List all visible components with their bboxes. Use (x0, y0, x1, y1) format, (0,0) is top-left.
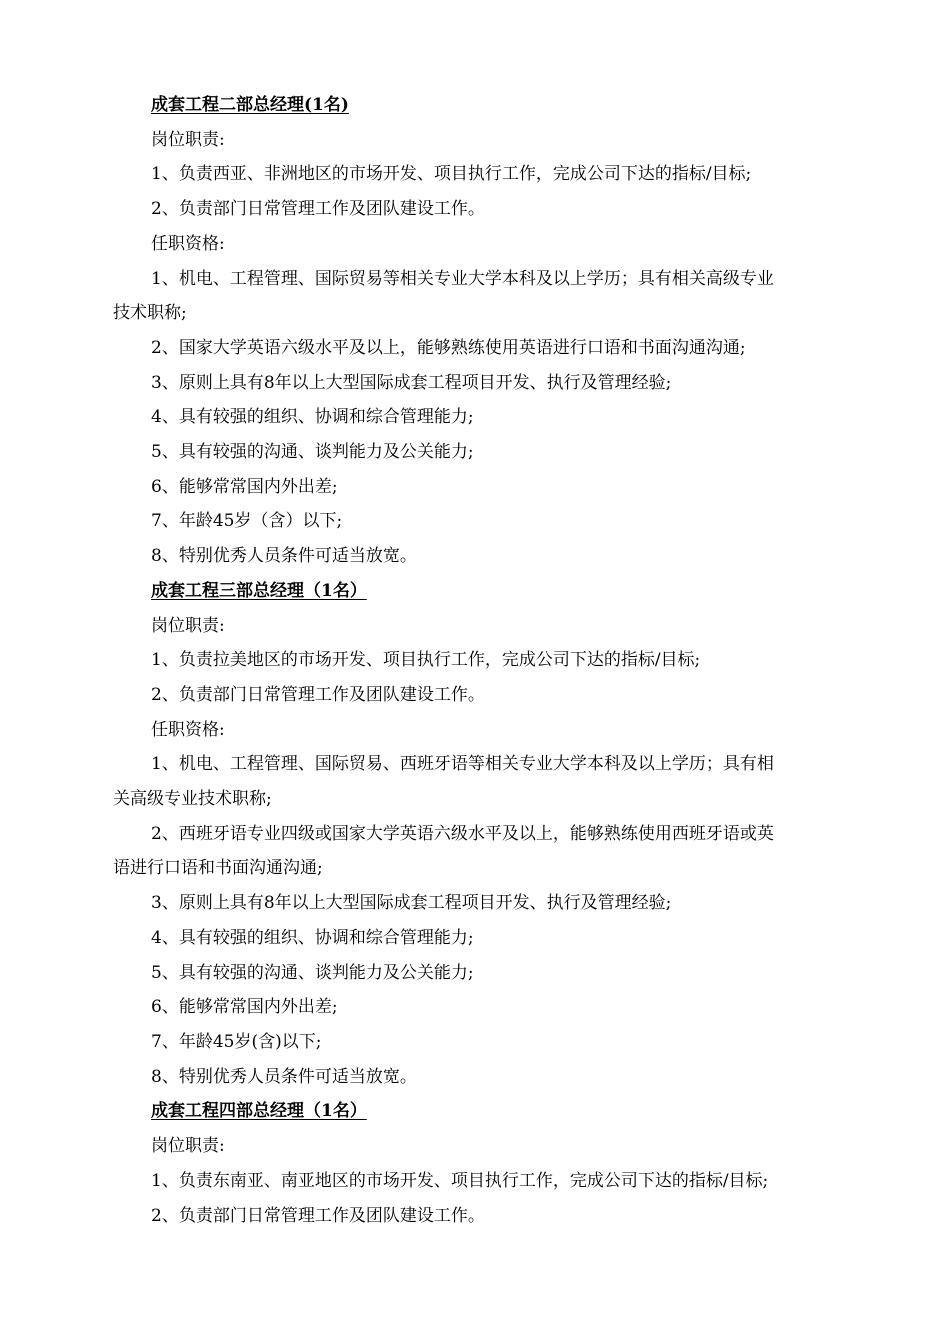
job-title: 成套工程二部总经理(1名) (151, 95, 349, 115)
qualification-item: 4、具有较强的组织、协调和综合管理能力; (151, 407, 474, 428)
qualification-item-continuation: 关高级专业技术职称; (113, 789, 272, 810)
duties-label: 岗位职责: (151, 129, 225, 150)
duties-label: 岗位职责: (151, 615, 225, 636)
qualification-item: 5、具有较强的沟通、谈判能力及公关能力; (151, 442, 474, 463)
job-title: 成套工程三部总经理（1名） (151, 580, 367, 601)
qualification-item: 5、具有较强的沟通、谈判能力及公关能力; (151, 962, 474, 983)
qualification-item: 4、具有较强的组织、协调和综合管理能力; (151, 927, 474, 948)
qualification-item-continuation: 语进行口语和书面沟通沟通; (113, 858, 323, 879)
duty-item: 2、负责部门日常管理工作及团队建设工作。 (151, 1205, 485, 1226)
qualification-item: 3、原则上具有8年以上大型国际成套工程项目开发、执行及管理经验; (151, 893, 672, 914)
duty-item: 1、负责拉美地区的市场开发、项目执行工作，完成公司下达的指标/目标; (151, 650, 701, 671)
job-section-engineering-dept-4 (0, 1094, 950, 1233)
qualification-item: 3、原则上具有8年以上大型国际成套工程项目开发、执行及管理经验; (151, 372, 672, 393)
duty-item: 2、负责部门日常管理工作及团队建设工作。 (151, 684, 485, 705)
qualification-item: 8、特别优秀人员条件可适当放宽。 (151, 1066, 417, 1087)
duty-item: 2、负责部门日常管理工作及团队建设工作。 (151, 199, 485, 220)
job-section-engineering-dept-2 (0, 88, 950, 574)
qualifications-label: 任职资格: (151, 233, 225, 254)
duties-label: 岗位职责: (151, 1136, 225, 1157)
qualification-item: 8、特别优秀人员条件可适当放宽。 (151, 546, 417, 567)
qualification-item: 2、西班牙语专业四级或国家大学英语六级水平及以上，能够熟练使用西班牙语或英 (151, 823, 774, 844)
qualification-item-continuation: 技术职称; (113, 303, 187, 324)
job-title: 成套工程四部总经理（1名） (151, 1101, 367, 1122)
qualification-item: 1、机电、工程管理、国际贸易等相关专业大学本科及以上学历；具有相关高级专业 (151, 268, 774, 289)
duty-item: 1、负责东南亚、南亚地区的市场开发、项目执行工作，完成公司下达的指标/目标; (151, 1170, 769, 1191)
qualifications-label: 任职资格: (151, 719, 225, 740)
qualification-item: 1、机电、工程管理、国际贸易、西班牙语等相关专业大学本科及以上学历；具有相 (151, 754, 774, 775)
qualification-item: 7、年龄45岁(含)以下; (151, 1031, 322, 1052)
qualification-item: 6、能够常常国内外出差; (151, 997, 338, 1018)
qualification-item: 6、能够常常国内外出差; (151, 476, 338, 497)
document-page (0, 88, 950, 1233)
job-section-engineering-dept-3 (0, 574, 950, 1095)
qualification-item: 7、年龄45岁（含）以下; (151, 511, 343, 532)
qualification-item: 2、国家大学英语六级水平及以上，能够熟练使用英语进行口语和书面沟通沟通; (151, 337, 746, 358)
duty-item: 1、负责西亚、非洲地区的市场开发、项目执行工作，完成公司下达的指标/目标; (151, 164, 752, 185)
